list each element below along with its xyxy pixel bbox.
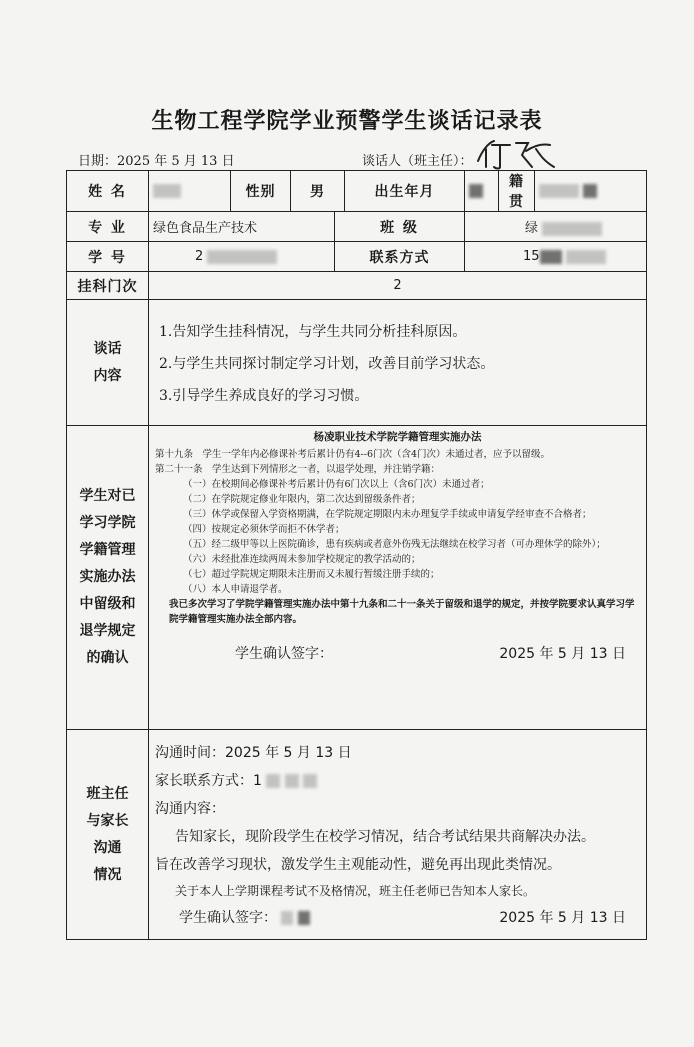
regulation-doc-title: 杨凌职业技术学院学籍管理实施办法	[313, 431, 482, 443]
parent-notified-note: 关于本人上学期课程考试不及格情况，班主任老师已告知本人家长。	[175, 884, 536, 898]
clause: （三）休学或保留入学资格期满，在学院规定期限内未办理复学手续或申请复学经审查不合格者；	[183, 509, 592, 520]
date-label: 日期：	[78, 154, 118, 169]
regulation-label	[67, 426, 149, 730]
row-major	[67, 212, 647, 242]
handwritten-signature	[470, 133, 560, 173]
communication-label-line: 情况	[93, 866, 122, 883]
fail-value: 2	[149, 272, 647, 300]
talk-item: 3.引导学生养成良好的学习习惯。	[159, 387, 369, 404]
talk-item: 2.与学生共同探讨制定学习计划，改善目前学习状态。	[159, 355, 495, 372]
row-regulation	[67, 426, 647, 730]
regulation-label-line: 学生对已	[79, 488, 136, 504]
class-value-text: 绿	[525, 221, 539, 236]
name-label: 姓 名	[67, 171, 149, 212]
id-value-text: 2	[195, 249, 204, 264]
talk-item: 1.告知学生挂科情况，与学生共同分析挂科原因。	[159, 323, 467, 340]
communication-label-line: 与家长	[86, 812, 129, 829]
contact-label: 联系方式	[335, 242, 465, 272]
row-communication	[67, 730, 647, 940]
regulation-content	[149, 426, 647, 730]
clause: （二）在学院规定修业年限内，第二次达到留级条件者；	[183, 494, 421, 505]
class-label: 班 级	[335, 212, 465, 242]
regulation-label-line: 的确认	[86, 650, 129, 666]
gender-value: 男	[291, 171, 345, 212]
contact-value-text: 15	[523, 249, 540, 264]
native-label: 籍贯	[499, 171, 535, 212]
communication-time	[155, 742, 640, 762]
record-table	[66, 170, 647, 940]
clause: （四）按规定必须休学而拒不休学者；	[183, 524, 345, 535]
row-fail-count	[67, 272, 647, 300]
clause: （五）经二级甲等以上医院确诊，患有疾病或者意外伤残无法继续在校学习者（可办理休学的除外）；	[183, 539, 606, 550]
article-19: 第十九条 学生一学年内必修课补考后累计仍有4--6门次（含4门次）未通过者，应予以留级。	[155, 449, 551, 460]
regulation-sign-label: 学生确认签字：	[235, 646, 333, 662]
parent-contact-label: 家长联系方式：	[155, 773, 253, 789]
parent-contact-value: 1	[253, 773, 262, 789]
page-title: 生物工程学院学业预警学生谈话记录表	[151, 108, 543, 134]
row-basic-info	[67, 171, 647, 212]
id-label: 学 号	[67, 242, 149, 272]
talker-label: 谈话人（班主任）：	[362, 154, 473, 169]
regulation-label-line: 学习学院	[79, 515, 136, 531]
regulation-label-line: 实施办法	[79, 569, 136, 585]
content-line: 旨在改善学习现状，激发学生主观能动性，避免再出现此类情况。	[155, 857, 561, 873]
talk-label-line2: 内容	[93, 367, 122, 384]
parent-contact	[155, 770, 640, 790]
talker-field	[362, 150, 473, 169]
communication-text	[149, 730, 646, 939]
regulation-text	[149, 426, 646, 627]
content-label: 沟通内容：	[155, 801, 225, 817]
time-value: 2025 年 5 月 13 日	[225, 745, 352, 761]
talk-label	[67, 300, 149, 426]
content-line: 告知家长，现阶段学生在校学习情况，结合考试结果共商解决办法。	[175, 829, 595, 845]
major-label: 专 业	[67, 212, 149, 242]
birth-value	[465, 171, 499, 212]
article-21: 第二十一条 学生达到下列情形之一者，以退学处理，并注销学籍：	[155, 464, 441, 475]
time-label: 沟通时间：	[155, 745, 225, 761]
date-value: 2025 年 5 月 13 日	[117, 154, 235, 169]
communication-label-line: 班主任	[86, 785, 129, 802]
communication-content	[149, 730, 647, 940]
clause: （一）在校期间必修课补考后累计仍有6门次以上（含6门次）未通过者；	[183, 479, 490, 490]
name-value	[149, 171, 231, 212]
clause: （六）未经批准连续两周未参加学校规定的教学活动的；	[183, 554, 421, 565]
clause: （七）超过学院规定期限未注册而又未履行暂缓注册手续的；	[183, 569, 440, 580]
birth-label: 出生年月	[345, 171, 465, 212]
talk-label-line1: 谈话	[93, 340, 122, 357]
regulation-signature-line	[149, 627, 646, 667]
class-value	[465, 212, 647, 242]
date-field	[78, 150, 235, 169]
row-student-id	[67, 242, 647, 272]
communication-label-line: 沟通	[93, 839, 122, 856]
communication-signature-line	[155, 907, 640, 927]
communication-label	[67, 730, 149, 940]
fail-label: 挂科门次	[67, 272, 149, 300]
regulation-label-line: 学籍管理	[79, 542, 136, 558]
row-talk-content	[67, 300, 647, 426]
regulation-label-line: 退学规定	[79, 623, 136, 639]
communication-sign-date: 2025 年 5 月 13 日	[499, 910, 626, 926]
clause: （八）本人申请退学者。	[183, 584, 288, 595]
statement: 我已多次学习了学院学籍管理实施办法中第十九条和二十一条关于留级和退学的规定，并按学院要求认真学习学院学籍管理实施办法全部内容。	[169, 599, 635, 625]
communication-sign-label: 学生确认签字：	[179, 910, 277, 926]
talk-content	[149, 300, 647, 426]
gender-label: 性别	[231, 171, 291, 212]
major-value: 绿色食品生产技术	[149, 212, 335, 242]
regulation-sign-date: 2025 年 5 月 13 日	[499, 646, 626, 662]
native-value	[535, 171, 647, 212]
id-value	[149, 242, 335, 272]
regulation-label-line: 中留级和	[79, 596, 136, 612]
contact-value	[465, 242, 647, 272]
